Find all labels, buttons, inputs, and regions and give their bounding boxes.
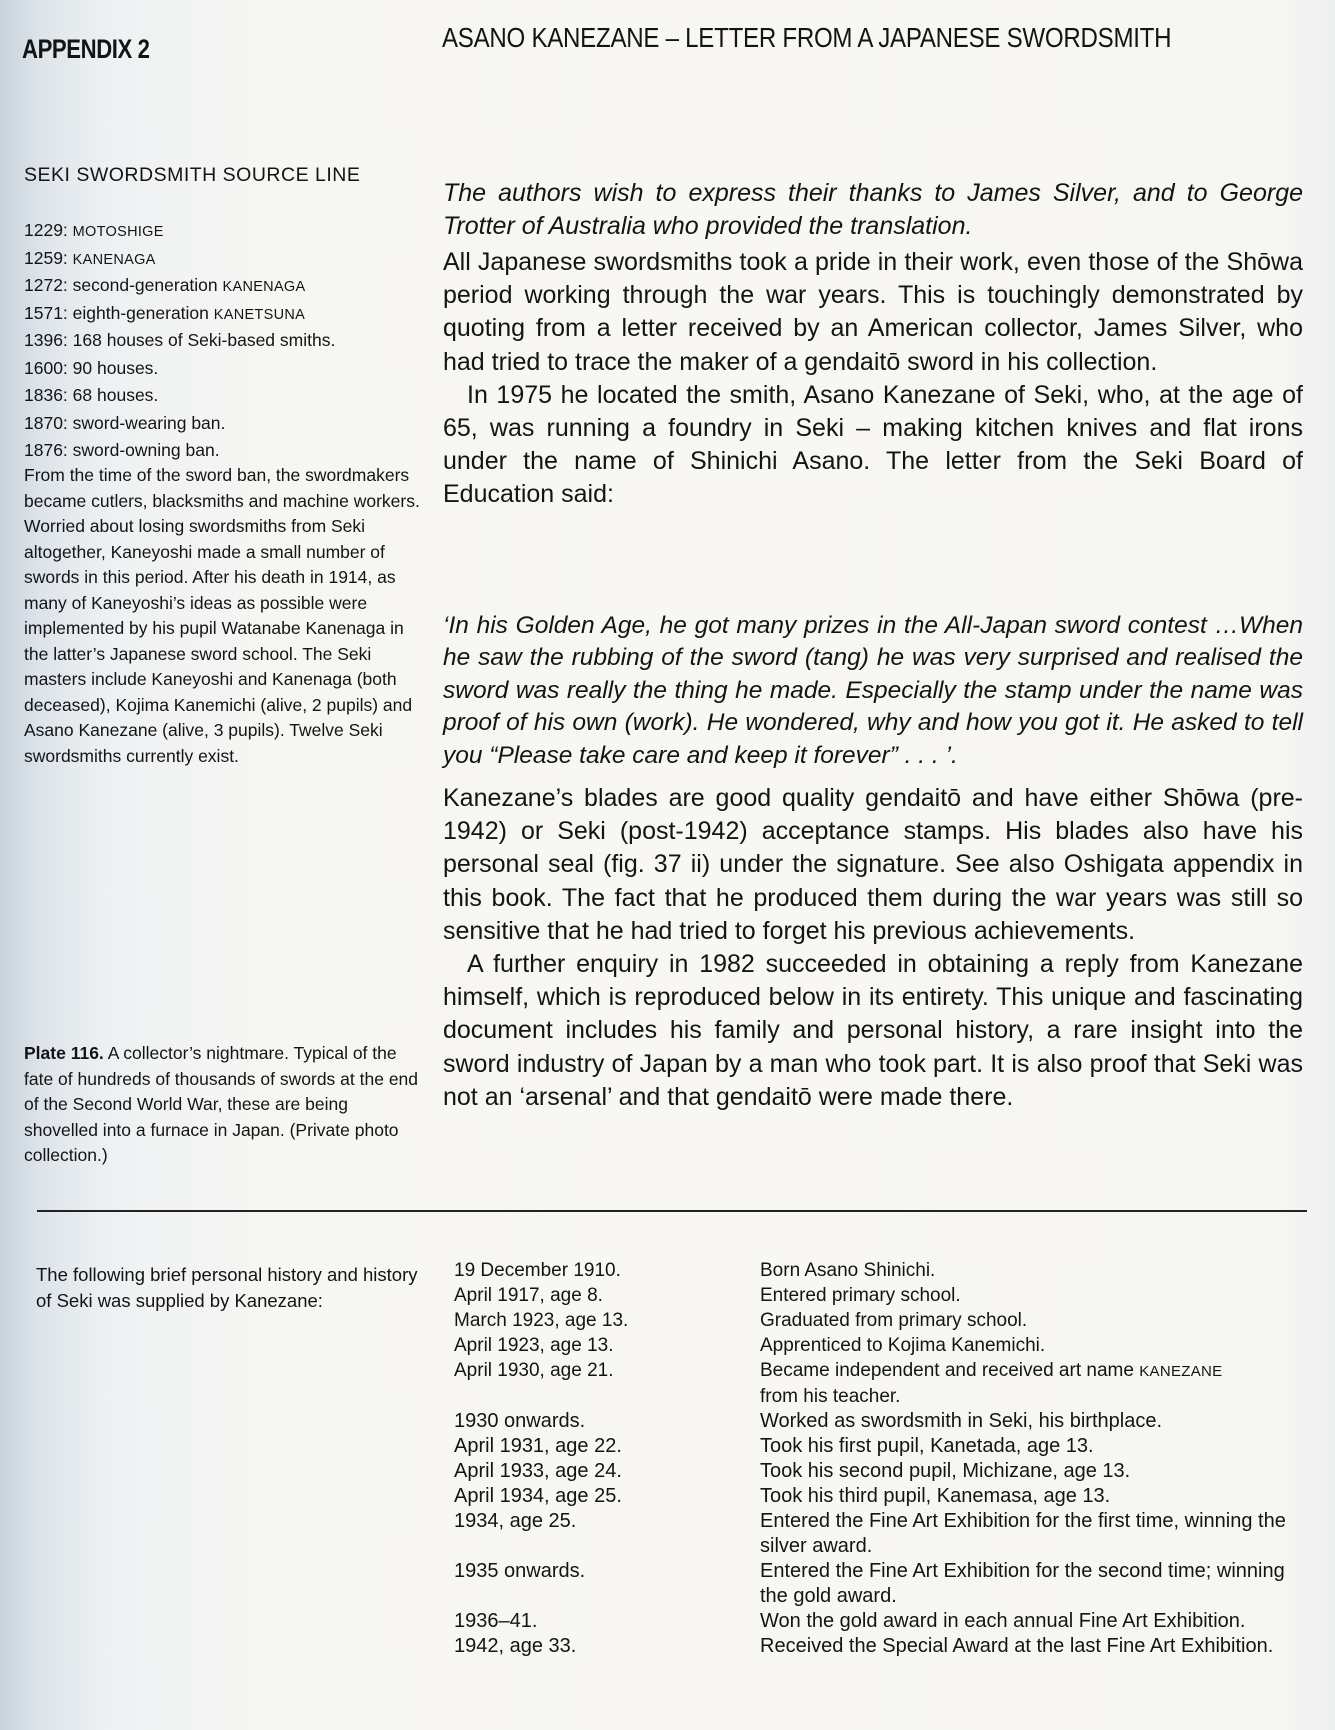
- source-line-item: 1229: MOTOSHIGE: [24, 220, 164, 240]
- plate-caption: [24, 1041, 424, 1169]
- timeline-event: Received the Special Award at the last Fine Art Exhibition.: [760, 1635, 1274, 1657]
- timeline-date: April 1917, age 8.: [454, 1285, 603, 1306]
- timeline-event: Entered primary school.: [760, 1285, 961, 1306]
- source-line-item: 1259: KANENAGA: [24, 247, 156, 268]
- appendix-label: APPENDIX 2: [22, 34, 150, 64]
- timeline-date: March 1923, age 13.: [454, 1310, 629, 1331]
- timeline-date: April 1934, age 25.: [454, 1485, 622, 1507]
- timeline-row: [454, 1509, 1314, 1559]
- timeline-row: [454, 1258, 1314, 1283]
- timeline-date: 19 December 1910.: [454, 1260, 621, 1281]
- plate-caption-text: A collector’s nightmare. Typical of the fate of hundreds of thousands of swords at the end of the Second World War, these are being shovelled into a furnace in Japan. (Private photo collection.): [24, 1043, 419, 1165]
- timeline-event: Took his third pupil, Kanemasa, age 13.: [760, 1485, 1111, 1507]
- source-line-item: 1571: eighth-generation KANETSUNA: [24, 302, 306, 323]
- timeline-row: [454, 1409, 1314, 1434]
- timeline-event: Apprenticed to Kojima Kanemichi.: [760, 1335, 1046, 1356]
- history-timeline: [454, 1258, 1314, 1659]
- timeline-row: [454, 1333, 1314, 1358]
- source-line-item: 1600: 90 houses.: [24, 357, 159, 378]
- body-paragraph: A further enquiry in 1982 succeeded in obtaining a reply from Kanezane himself, which is reproduced below in its entirety. This unique and fascinating document includes his family and personal history, a rare insight into the sword industry of Japan by a man who took part. It is also proof that Seki was not an ‘arsenal’ and that gendaitō were made there.: [443, 950, 1303, 1111]
- body-section-2: [443, 782, 1303, 1114]
- timeline-row: [454, 1358, 1314, 1409]
- body-paragraph: All Japanese swordsmiths took a pride in their work, even those of the Shōwa period working through the war years. This is touchingly demonstrated by quoting from a letter received by an American collector, James Silver, who had tried to trace the maker of a gendaitō sword in his collection.: [443, 248, 1303, 376]
- body-section-1: [443, 246, 1303, 512]
- timeline-event: Won the gold award in each annual Fine Art Exhibition.: [760, 1610, 1246, 1632]
- timeline-row: [454, 1609, 1314, 1634]
- timeline-date: April 1923, age 13.: [454, 1335, 614, 1356]
- section-divider: [37, 1210, 1307, 1212]
- history-intro: The following brief personal history and history of Seki was supplied by Kanezane:: [36, 1264, 418, 1311]
- page-title: ASANO KANEZANE – LETTER FROM A JAPANESE SWORDSMITH: [442, 22, 1172, 53]
- source-line-item: 1836: 68 houses.: [24, 385, 159, 405]
- sidebar-paragraph: From the time of the sword ban, the swordmakers became cutlers, blacksmiths and machine workers. Worried about losing swordsmiths from Seki altogether, Kaneyoshi made a small number of swords in this period. After his death in 1914, as many of Kaneyoshi’s ideas as possible were implemented by his pupil Watanabe Kanenaga in the latter’s Japanese sword school. The Seki masters include Kaneyoshi and Kanenaga (both deceased), Kojima Kanemichi (alive, 2 pupils) and Asano Kanezane (alive, 3 pupils). Twelve Seki swordsmiths currently exist.: [24, 465, 420, 766]
- source-line-item: 1272: second-generation KANENAGA: [24, 275, 306, 295]
- timeline-date: 1934, age 25.: [454, 1510, 577, 1532]
- timeline-date: 1942, age 33.: [454, 1635, 577, 1657]
- timeline-date: 1935 onwards.: [454, 1560, 586, 1582]
- letter-quote: ‘In his Golden Age, he got many prizes in the All-Japan sword contest …When he saw the rubbing of the sword (tang) he was very surprised and realised the sword was really the thing he made. Especially the stamp under the name was proof of his own (work). He wondered, why and how you got it. He asked to tell you “Please take care and keep it forever” . . . ’.: [443, 611, 1303, 769]
- timeline-event: Took his first pupil, Kanetada, age 13.: [760, 1435, 1094, 1457]
- timeline-row: [454, 1559, 1314, 1609]
- timeline-event: Took his second pupil, Michizane, age 13.: [760, 1460, 1131, 1482]
- timeline-row: [454, 1634, 1314, 1659]
- timeline-event: Born Asano Shinichi.: [760, 1260, 936, 1281]
- timeline-date: April 1933, age 24.: [454, 1460, 622, 1482]
- timeline-event: Entered the Fine Art Exhibition for the first time, winning the silver award.: [760, 1510, 1286, 1557]
- source-line-item: 1396: 168 houses of Seki-based smiths.: [24, 330, 336, 350]
- timeline-event: Worked as swordsmith in Seki, his birthplace.: [760, 1410, 1163, 1432]
- plate-label: Plate 116.: [24, 1043, 104, 1063]
- timeline-row: [454, 1459, 1314, 1484]
- source-line-item: 1870: sword-wearing ban.: [24, 412, 226, 433]
- source-line-list: [24, 218, 424, 466]
- acknowledgement: The authors wish to express their thanks to James Silver, and to George Trotter of Australia who provided the translation.: [443, 179, 1303, 240]
- timeline-date: 1936–41.: [454, 1610, 538, 1632]
- timeline-date: April 1930, age 21.: [454, 1360, 614, 1381]
- timeline-row: [454, 1308, 1314, 1333]
- sidebar-heading: SEKI SWORDSMITH SOURCE LINE: [24, 164, 361, 186]
- timeline-date: 1930 onwards.: [454, 1410, 586, 1432]
- source-line-item: 1876: sword-owning ban.: [24, 440, 220, 460]
- timeline-row: [454, 1484, 1314, 1509]
- timeline-event: Graduated from primary school.: [760, 1310, 1028, 1331]
- timeline-date: April 1931, age 22.: [454, 1435, 622, 1457]
- timeline-event: Entered the Fine Art Exhibition for the second time; winning the gold award.: [760, 1560, 1285, 1607]
- timeline-row: [454, 1283, 1314, 1308]
- timeline-row: [454, 1434, 1314, 1459]
- body-paragraph: Kanezane’s blades are good quality gendaitō and have either Shōwa (pre-1942) or Seki (post-1942) acceptance stamps. His blades also have his personal seal (fig. 37 ii) under the signature. See also Oshigata appendix in this book. The fact that he produced them during the war years was still so sensitive that he had tried to forget his previous achievements.: [443, 784, 1303, 945]
- art-name: KANEZANE: [1139, 1363, 1223, 1380]
- body-paragraph: In 1975 he located the smith, Asano Kanezane of Seki, who, at the age of 65, was running a foundry in Seki – making kitchen knives and flat irons under the name of Shinichi Asano. The letter from the Seki Board of Education said:: [443, 380, 1303, 509]
- timeline-event: Became independent and received art name KANEZANE from his teacher.: [760, 1360, 1223, 1407]
